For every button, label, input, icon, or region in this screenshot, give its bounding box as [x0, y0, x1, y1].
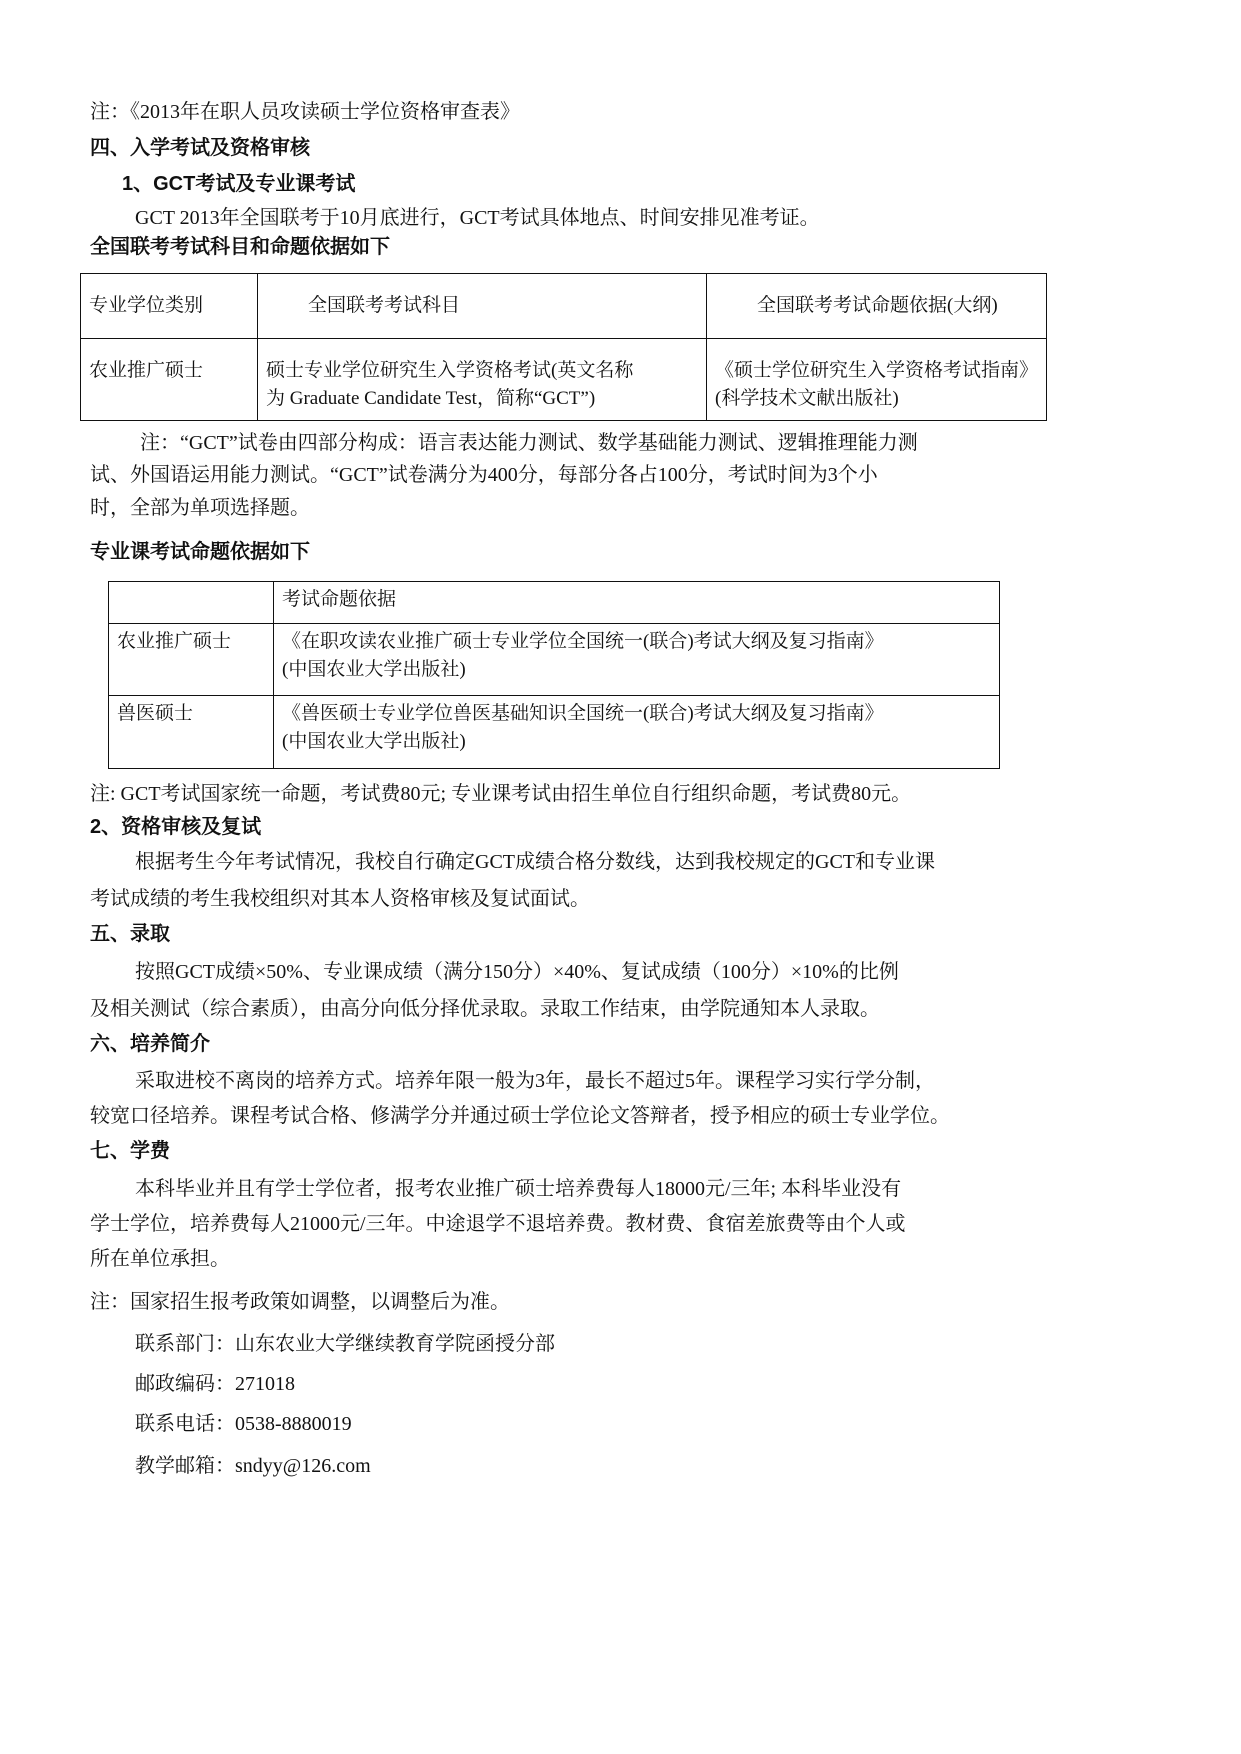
- national-exam-table: [80, 273, 1047, 421]
- paragraph-line: 学士学位，培养费每人21000元/三年。中途退学不退培养费。教材费、食宿差旅费等由个人或: [90, 1213, 906, 1235]
- contact-postcode: 邮政编码：271018: [135, 1373, 295, 1395]
- table-row: [81, 339, 1047, 421]
- table-header: 全国联考考试命题依据(大纲): [707, 274, 1047, 339]
- cell-line: 《兽医硕士专业学位兽医基础知识全国统一(联合)考试大纲及复习指南》: [282, 703, 884, 724]
- paragraph-line: 根据考生今年考试情况，我校自行确定GCT成绩合格分数线，达到我校规定的GCT和专业课: [135, 851, 935, 873]
- table-header: 专业学位类别: [81, 274, 258, 339]
- table-header: 全国联考考试科目: [258, 274, 707, 339]
- cell-line: 《在职攻读农业推广硕士专业学位全国统一(联合)考试大纲及复习指南》: [282, 631, 884, 652]
- specialty-exam-table: [108, 581, 1000, 769]
- table-cell: [258, 339, 707, 421]
- section-6-heading: 六、培养简介: [90, 1033, 210, 1055]
- cell-line: (中国农业大学出版社): [282, 731, 466, 752]
- paragraph-line: 按照GCT成绩×50%、专业课成绩（满分150分）×40%、复试成绩（100分）×10%的比例: [135, 961, 899, 983]
- paragraph-line: 所在单位承担。: [90, 1248, 230, 1270]
- table-header: 考试命题依据: [274, 582, 1000, 624]
- table-cell: 农业推广硕士: [81, 339, 258, 421]
- paragraph-line: 考试成绩的考生我校组织对其本人资格审核及复试面试。: [90, 888, 590, 910]
- paragraph-line: 采取进校不离岗的培养方式。培养年限一般为3年，最长不超过5年。课程学习实行学分制，: [135, 1070, 935, 1092]
- cell-line: 《硕士学位研究生入学资格考试指南》: [715, 360, 1039, 381]
- fee-note: 注: GCT考试国家统一命题，考试费80元; 专业课考试由招生单位自行组织命题，考试费80元。: [90, 783, 912, 805]
- section-7-heading: 七、学费: [90, 1140, 170, 1162]
- table2-heading: 专业课考试命题依据如下: [90, 541, 310, 563]
- table-cell: [707, 339, 1047, 421]
- contact-email: 教学邮箱：sndyy@126.com: [135, 1455, 371, 1477]
- section-5-heading: 五、录取: [90, 923, 170, 945]
- table1-heading: 全国联考考试科目和命题依据如下: [90, 236, 390, 258]
- gct-note-line: 试、外国语运用能力测试。“GCT”试卷满分为400分，每部分各占100分，考试时间为3个小: [90, 464, 878, 486]
- paragraph-line: 本科毕业并且有学士学位者，报考农业推广硕士培养费每人18000元/三年; 本科毕业没有: [135, 1178, 902, 1200]
- cell-line: 硕士专业学位研究生入学资格考试(英文名称: [266, 360, 634, 381]
- subsection-2-heading: 2、资格审核及复试: [90, 816, 262, 838]
- contact-phone: 联系电话：0538-8880019: [135, 1413, 352, 1435]
- table-cell: [274, 624, 1000, 696]
- contact-department: 联系部门：山东农业大学继续教育学院函授分部: [135, 1333, 555, 1355]
- policy-note: 注：国家招生报考政策如调整，以调整后为准。: [90, 1291, 510, 1313]
- section-4-heading: 四、入学考试及资格审核: [90, 137, 310, 159]
- table-row: [109, 624, 1000, 696]
- table-cell: 农业推广硕士: [109, 624, 274, 696]
- gct-paragraph: GCT 2013年全国联考于10月底进行，GCT考试具体地点、时间安排见准考证。: [135, 207, 820, 229]
- cell-line: 为 Graduate Candidate Test，简称“GCT”): [266, 388, 596, 409]
- table-cell: 兽医硕士: [109, 696, 274, 769]
- note-title: 注：《2013年在职人员攻读硕士学位资格审查表》: [90, 101, 520, 123]
- gct-note-line: 时，全部为单项选择题。: [90, 497, 310, 519]
- gct-note-line: 注：“GCT”试卷由四部分构成：语言表达能力测试、数学基础能力测试、逻辑推理能力测: [140, 432, 918, 454]
- cell-line: (科学技术文献出版社): [715, 388, 899, 409]
- table-cell: [274, 696, 1000, 769]
- table-row: [109, 696, 1000, 769]
- subsection-1-heading: 1、GCT考试及专业课考试: [122, 173, 356, 195]
- cell-line: (中国农业大学出版社): [282, 659, 466, 680]
- table-cell: [109, 582, 274, 624]
- paragraph-line: 及相关测试（综合素质），由高分向低分择优录取。录取工作结束，由学院通知本人录取。: [90, 998, 880, 1020]
- paragraph-line: 较宽口径培养。课程考试合格、修满学分并通过硕士学位论文答辩者，授予相应的硕士专业学位。: [90, 1105, 950, 1127]
